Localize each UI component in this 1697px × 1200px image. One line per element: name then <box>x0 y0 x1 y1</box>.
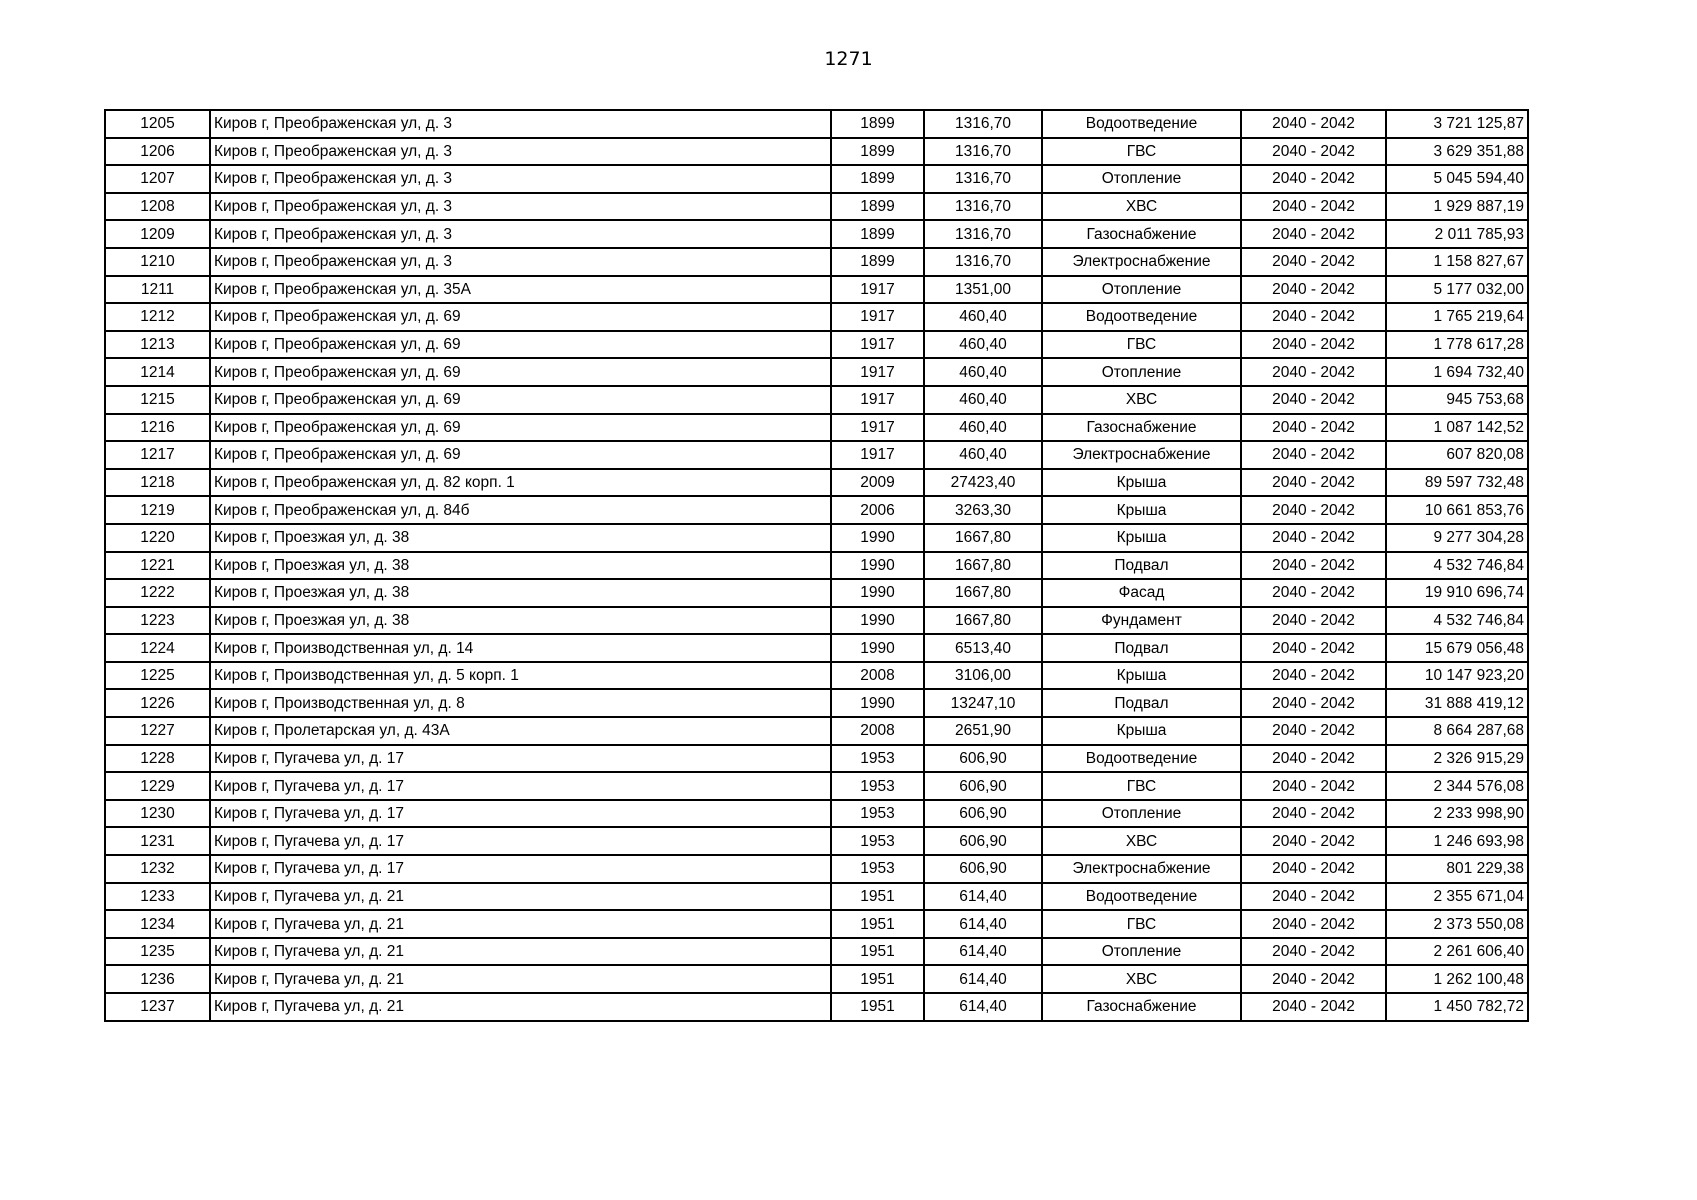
row-number-cell: 1235 <box>105 938 210 966</box>
address-cell: Киров г, Преображенская ул, д. 69 <box>210 331 831 359</box>
address-cell: Киров г, Пугачева ул, д. 21 <box>210 965 831 993</box>
build-year-cell: 2009 <box>831 469 924 497</box>
build-year-cell: 1951 <box>831 883 924 911</box>
work-type-cell: ГВС <box>1042 910 1241 938</box>
work-type-cell: Водоотведение <box>1042 110 1241 138</box>
address-cell: Киров г, Пугачева ул, д. 17 <box>210 772 831 800</box>
build-year-cell: 2008 <box>831 717 924 745</box>
period-cell: 2040 - 2042 <box>1241 358 1386 386</box>
period-cell: 2040 - 2042 <box>1241 138 1386 166</box>
address-cell: Киров г, Пугачева ул, д. 17 <box>210 800 831 828</box>
row-number-cell: 1224 <box>105 634 210 662</box>
row-number-cell: 1217 <box>105 441 210 469</box>
cost-cell: 1 778 617,28 <box>1386 331 1528 359</box>
table-row <box>105 331 1528 359</box>
period-cell: 2040 - 2042 <box>1241 441 1386 469</box>
work-type-cell: Крыша <box>1042 469 1241 497</box>
build-year-cell: 1899 <box>831 193 924 221</box>
table-row <box>105 579 1528 607</box>
cost-cell: 5 177 032,00 <box>1386 276 1528 304</box>
address-cell: Киров г, Производственная ул, д. 14 <box>210 634 831 662</box>
address-cell: Киров г, Пугачева ул, д. 17 <box>210 827 831 855</box>
period-cell: 2040 - 2042 <box>1241 965 1386 993</box>
cost-cell: 5 045 594,40 <box>1386 165 1528 193</box>
area-cell: 606,90 <box>924 745 1042 773</box>
build-year-cell: 1951 <box>831 993 924 1021</box>
area-cell: 1316,70 <box>924 220 1042 248</box>
area-cell: 1316,70 <box>924 165 1042 193</box>
table-row <box>105 883 1528 911</box>
period-cell: 2040 - 2042 <box>1241 910 1386 938</box>
work-type-cell: Отопление <box>1042 800 1241 828</box>
row-number-cell: 1233 <box>105 883 210 911</box>
address-cell: Киров г, Преображенская ул, д. 3 <box>210 138 831 166</box>
area-cell: 1316,70 <box>924 248 1042 276</box>
row-number-cell: 1211 <box>105 276 210 304</box>
address-cell: Киров г, Преображенская ул, д. 3 <box>210 248 831 276</box>
period-cell: 2040 - 2042 <box>1241 938 1386 966</box>
table-row <box>105 607 1528 635</box>
row-number-cell: 1218 <box>105 469 210 497</box>
build-year-cell: 2008 <box>831 662 924 690</box>
period-cell: 2040 - 2042 <box>1241 110 1386 138</box>
table-row <box>105 552 1528 580</box>
cost-cell: 607 820,08 <box>1386 441 1528 469</box>
work-type-cell: Газоснабжение <box>1042 414 1241 442</box>
period-cell: 2040 - 2042 <box>1241 993 1386 1021</box>
area-cell: 3263,30 <box>924 496 1042 524</box>
address-cell: Киров г, Преображенская ул, д. 3 <box>210 220 831 248</box>
build-year-cell: 1990 <box>831 689 924 717</box>
row-number-cell: 1205 <box>105 110 210 138</box>
period-cell: 2040 - 2042 <box>1241 496 1386 524</box>
table-row <box>105 800 1528 828</box>
address-cell: Киров г, Производственная ул, д. 5 корп. 1 <box>210 662 831 690</box>
area-cell: 1667,80 <box>924 579 1042 607</box>
build-year-cell: 1953 <box>831 772 924 800</box>
cost-cell: 10 147 923,20 <box>1386 662 1528 690</box>
address-cell: Киров г, Преображенская ул, д. 69 <box>210 414 831 442</box>
period-cell: 2040 - 2042 <box>1241 552 1386 580</box>
build-year-cell: 1917 <box>831 414 924 442</box>
area-cell: 27423,40 <box>924 469 1042 497</box>
table-row <box>105 441 1528 469</box>
area-cell: 6513,40 <box>924 634 1042 662</box>
address-cell: Киров г, Проезжая ул, д. 38 <box>210 552 831 580</box>
build-year-cell: 1990 <box>831 524 924 552</box>
cost-cell: 2 326 915,29 <box>1386 745 1528 773</box>
work-type-cell: Крыша <box>1042 524 1241 552</box>
table-row <box>105 193 1528 221</box>
period-cell: 2040 - 2042 <box>1241 827 1386 855</box>
period-cell: 2040 - 2042 <box>1241 220 1386 248</box>
page-number: 1271 <box>824 48 873 70</box>
build-year-cell: 1951 <box>831 965 924 993</box>
build-year-cell: 1917 <box>831 276 924 304</box>
build-year-cell: 1899 <box>831 138 924 166</box>
area-cell: 614,40 <box>924 883 1042 911</box>
area-cell: 614,40 <box>924 993 1042 1021</box>
area-cell: 460,40 <box>924 414 1042 442</box>
row-number-cell: 1223 <box>105 607 210 635</box>
period-cell: 2040 - 2042 <box>1241 579 1386 607</box>
work-type-cell: Фасад <box>1042 579 1241 607</box>
table-row <box>105 248 1528 276</box>
build-year-cell: 1917 <box>831 331 924 359</box>
area-cell: 1316,70 <box>924 110 1042 138</box>
area-cell: 3106,00 <box>924 662 1042 690</box>
build-year-cell: 1899 <box>831 248 924 276</box>
cost-cell: 2 233 998,90 <box>1386 800 1528 828</box>
period-cell: 2040 - 2042 <box>1241 303 1386 331</box>
work-type-cell: ХВС <box>1042 965 1241 993</box>
table-row <box>105 469 1528 497</box>
work-type-cell: Газоснабжение <box>1042 993 1241 1021</box>
table-body <box>105 110 1528 1021</box>
work-type-cell: Подвал <box>1042 689 1241 717</box>
row-number-cell: 1220 <box>105 524 210 552</box>
work-type-cell: Водоотведение <box>1042 303 1241 331</box>
build-year-cell: 1917 <box>831 386 924 414</box>
period-cell: 2040 - 2042 <box>1241 248 1386 276</box>
table-row <box>105 993 1528 1021</box>
row-number-cell: 1215 <box>105 386 210 414</box>
row-number-cell: 1219 <box>105 496 210 524</box>
address-cell: Киров г, Пугачева ул, д. 21 <box>210 883 831 911</box>
cost-cell: 3 721 125,87 <box>1386 110 1528 138</box>
table-row <box>105 662 1528 690</box>
cost-cell: 8 664 287,68 <box>1386 717 1528 745</box>
row-number-cell: 1234 <box>105 910 210 938</box>
build-year-cell: 1953 <box>831 745 924 773</box>
row-number-cell: 1213 <box>105 331 210 359</box>
area-cell: 614,40 <box>924 965 1042 993</box>
table-row <box>105 276 1528 304</box>
build-year-cell: 1990 <box>831 552 924 580</box>
cost-cell: 1 262 100,48 <box>1386 965 1528 993</box>
area-cell: 606,90 <box>924 800 1042 828</box>
build-year-cell: 1953 <box>831 827 924 855</box>
cost-cell: 2 344 576,08 <box>1386 772 1528 800</box>
work-type-cell: Крыша <box>1042 662 1241 690</box>
address-cell: Киров г, Проезжая ул, д. 38 <box>210 524 831 552</box>
work-type-cell: Водоотведение <box>1042 883 1241 911</box>
build-year-cell: 1951 <box>831 938 924 966</box>
address-cell: Киров г, Пугачева ул, д. 17 <box>210 745 831 773</box>
period-cell: 2040 - 2042 <box>1241 331 1386 359</box>
row-number-cell: 1230 <box>105 800 210 828</box>
address-cell: Киров г, Проезжая ул, д. 38 <box>210 579 831 607</box>
period-cell: 2040 - 2042 <box>1241 689 1386 717</box>
work-type-cell: Фундамент <box>1042 607 1241 635</box>
area-cell: 1351,00 <box>924 276 1042 304</box>
period-cell: 2040 - 2042 <box>1241 800 1386 828</box>
area-cell: 614,40 <box>924 910 1042 938</box>
work-type-cell: Электроснабжение <box>1042 248 1241 276</box>
area-cell: 606,90 <box>924 772 1042 800</box>
address-cell: Киров г, Преображенская ул, д. 3 <box>210 110 831 138</box>
area-cell: 460,40 <box>924 386 1042 414</box>
row-number-cell: 1237 <box>105 993 210 1021</box>
area-cell: 1667,80 <box>924 607 1042 635</box>
table-row <box>105 524 1528 552</box>
build-year-cell: 1899 <box>831 165 924 193</box>
area-cell: 1667,80 <box>924 524 1042 552</box>
cost-cell: 945 753,68 <box>1386 386 1528 414</box>
area-cell: 2651,90 <box>924 717 1042 745</box>
table-row <box>105 165 1528 193</box>
period-cell: 2040 - 2042 <box>1241 772 1386 800</box>
row-number-cell: 1227 <box>105 717 210 745</box>
cost-cell: 3 629 351,88 <box>1386 138 1528 166</box>
address-cell: Киров г, Преображенская ул, д. 84б <box>210 496 831 524</box>
build-year-cell: 1990 <box>831 634 924 662</box>
work-type-cell: Водоотведение <box>1042 745 1241 773</box>
table-row <box>105 303 1528 331</box>
work-type-cell: Газоснабжение <box>1042 220 1241 248</box>
address-cell: Киров г, Преображенская ул, д. 69 <box>210 303 831 331</box>
cost-cell: 4 532 746,84 <box>1386 607 1528 635</box>
area-cell: 614,40 <box>924 938 1042 966</box>
row-number-cell: 1226 <box>105 689 210 717</box>
address-cell: Киров г, Проезжая ул, д. 38 <box>210 607 831 635</box>
build-year-cell: 1917 <box>831 303 924 331</box>
address-cell: Киров г, Преображенская ул, д. 69 <box>210 386 831 414</box>
cost-cell: 1 765 219,64 <box>1386 303 1528 331</box>
table-row <box>105 634 1528 662</box>
build-year-cell: 2006 <box>831 496 924 524</box>
period-cell: 2040 - 2042 <box>1241 607 1386 635</box>
cost-cell: 1 158 827,67 <box>1386 248 1528 276</box>
address-cell: Киров г, Преображенская ул, д. 35А <box>210 276 831 304</box>
period-cell: 2040 - 2042 <box>1241 524 1386 552</box>
address-cell: Киров г, Пугачева ул, д. 21 <box>210 938 831 966</box>
work-type-cell: Отопление <box>1042 165 1241 193</box>
row-number-cell: 1214 <box>105 358 210 386</box>
period-cell: 2040 - 2042 <box>1241 634 1386 662</box>
work-type-cell: ХВС <box>1042 193 1241 221</box>
repair-schedule-table <box>104 109 1529 1022</box>
address-cell: Киров г, Преображенская ул, д. 69 <box>210 358 831 386</box>
cost-cell: 31 888 419,12 <box>1386 689 1528 717</box>
table-row <box>105 772 1528 800</box>
area-cell: 606,90 <box>924 855 1042 883</box>
area-cell: 1316,70 <box>924 193 1042 221</box>
cost-cell: 10 661 853,76 <box>1386 496 1528 524</box>
row-number-cell: 1232 <box>105 855 210 883</box>
row-number-cell: 1228 <box>105 745 210 773</box>
build-year-cell: 1917 <box>831 358 924 386</box>
build-year-cell: 1917 <box>831 441 924 469</box>
build-year-cell: 1951 <box>831 910 924 938</box>
row-number-cell: 1222 <box>105 579 210 607</box>
work-type-cell: ХВС <box>1042 386 1241 414</box>
work-type-cell: Подвал <box>1042 634 1241 662</box>
row-number-cell: 1206 <box>105 138 210 166</box>
work-type-cell: Подвал <box>1042 552 1241 580</box>
period-cell: 2040 - 2042 <box>1241 717 1386 745</box>
cost-cell: 9 277 304,28 <box>1386 524 1528 552</box>
cost-cell: 1 450 782,72 <box>1386 993 1528 1021</box>
address-cell: Киров г, Преображенская ул, д. 3 <box>210 165 831 193</box>
build-year-cell: 1990 <box>831 607 924 635</box>
period-cell: 2040 - 2042 <box>1241 855 1386 883</box>
build-year-cell: 1899 <box>831 110 924 138</box>
work-type-cell: Крыша <box>1042 717 1241 745</box>
period-cell: 2040 - 2042 <box>1241 469 1386 497</box>
cost-cell: 1 087 142,52 <box>1386 414 1528 442</box>
row-number-cell: 1221 <box>105 552 210 580</box>
cost-cell: 15 679 056,48 <box>1386 634 1528 662</box>
work-type-cell: ГВС <box>1042 772 1241 800</box>
row-number-cell: 1210 <box>105 248 210 276</box>
cost-cell: 2 373 550,08 <box>1386 910 1528 938</box>
table-row <box>105 496 1528 524</box>
work-type-cell: Крыша <box>1042 496 1241 524</box>
table-row <box>105 855 1528 883</box>
work-type-cell: Отопление <box>1042 938 1241 966</box>
table-row <box>105 110 1528 138</box>
work-type-cell: Электроснабжение <box>1042 441 1241 469</box>
period-cell: 2040 - 2042 <box>1241 414 1386 442</box>
table-row <box>105 938 1528 966</box>
address-cell: Киров г, Преображенская ул, д. 82 корп. 1 <box>210 469 831 497</box>
table-row <box>105 138 1528 166</box>
row-number-cell: 1236 <box>105 965 210 993</box>
address-cell: Киров г, Производственная ул, д. 8 <box>210 689 831 717</box>
cost-cell: 19 910 696,74 <box>1386 579 1528 607</box>
row-number-cell: 1208 <box>105 193 210 221</box>
work-type-cell: ХВС <box>1042 827 1241 855</box>
work-type-cell: Отопление <box>1042 276 1241 304</box>
area-cell: 460,40 <box>924 331 1042 359</box>
build-year-cell: 1953 <box>831 855 924 883</box>
area-cell: 1316,70 <box>924 138 1042 166</box>
cost-cell: 801 229,38 <box>1386 855 1528 883</box>
row-number-cell: 1229 <box>105 772 210 800</box>
area-cell: 460,40 <box>924 303 1042 331</box>
address-cell: Киров г, Преображенская ул, д. 3 <box>210 193 831 221</box>
address-cell: Киров г, Преображенская ул, д. 69 <box>210 441 831 469</box>
build-year-cell: 1899 <box>831 220 924 248</box>
cost-cell: 2 261 606,40 <box>1386 938 1528 966</box>
period-cell: 2040 - 2042 <box>1241 276 1386 304</box>
cost-cell: 1 246 693,98 <box>1386 827 1528 855</box>
work-type-cell: Отопление <box>1042 358 1241 386</box>
row-number-cell: 1216 <box>105 414 210 442</box>
address-cell: Киров г, Пролетарская ул, д. 43А <box>210 717 831 745</box>
table-row <box>105 358 1528 386</box>
period-cell: 2040 - 2042 <box>1241 883 1386 911</box>
table-row <box>105 745 1528 773</box>
address-cell: Киров г, Пугачева ул, д. 21 <box>210 993 831 1021</box>
cost-cell: 1 694 732,40 <box>1386 358 1528 386</box>
period-cell: 2040 - 2042 <box>1241 745 1386 773</box>
work-type-cell: ГВС <box>1042 138 1241 166</box>
table-row <box>105 965 1528 993</box>
table-row <box>105 220 1528 248</box>
work-type-cell: ГВС <box>1042 331 1241 359</box>
address-cell: Киров г, Пугачева ул, д. 17 <box>210 855 831 883</box>
area-cell: 1667,80 <box>924 552 1042 580</box>
build-year-cell: 1953 <box>831 800 924 828</box>
period-cell: 2040 - 2042 <box>1241 165 1386 193</box>
period-cell: 2040 - 2042 <box>1241 386 1386 414</box>
table-row <box>105 414 1528 442</box>
row-number-cell: 1212 <box>105 303 210 331</box>
area-cell: 606,90 <box>924 827 1042 855</box>
cost-cell: 2 355 671,04 <box>1386 883 1528 911</box>
cost-cell: 89 597 732,48 <box>1386 469 1528 497</box>
row-number-cell: 1209 <box>105 220 210 248</box>
period-cell: 2040 - 2042 <box>1241 193 1386 221</box>
address-cell: Киров г, Пугачева ул, д. 21 <box>210 910 831 938</box>
table-row <box>105 386 1528 414</box>
row-number-cell: 1231 <box>105 827 210 855</box>
area-cell: 460,40 <box>924 358 1042 386</box>
cost-cell: 4 532 746,84 <box>1386 552 1528 580</box>
cost-cell: 1 929 887,19 <box>1386 193 1528 221</box>
table-row <box>105 910 1528 938</box>
build-year-cell: 1990 <box>831 579 924 607</box>
row-number-cell: 1207 <box>105 165 210 193</box>
row-number-cell: 1225 <box>105 662 210 690</box>
table-row <box>105 827 1528 855</box>
table-row <box>105 689 1528 717</box>
period-cell: 2040 - 2042 <box>1241 662 1386 690</box>
area-cell: 13247,10 <box>924 689 1042 717</box>
cost-cell: 2 011 785,93 <box>1386 220 1528 248</box>
area-cell: 460,40 <box>924 441 1042 469</box>
table-row <box>105 717 1528 745</box>
work-type-cell: Электроснабжение <box>1042 855 1241 883</box>
